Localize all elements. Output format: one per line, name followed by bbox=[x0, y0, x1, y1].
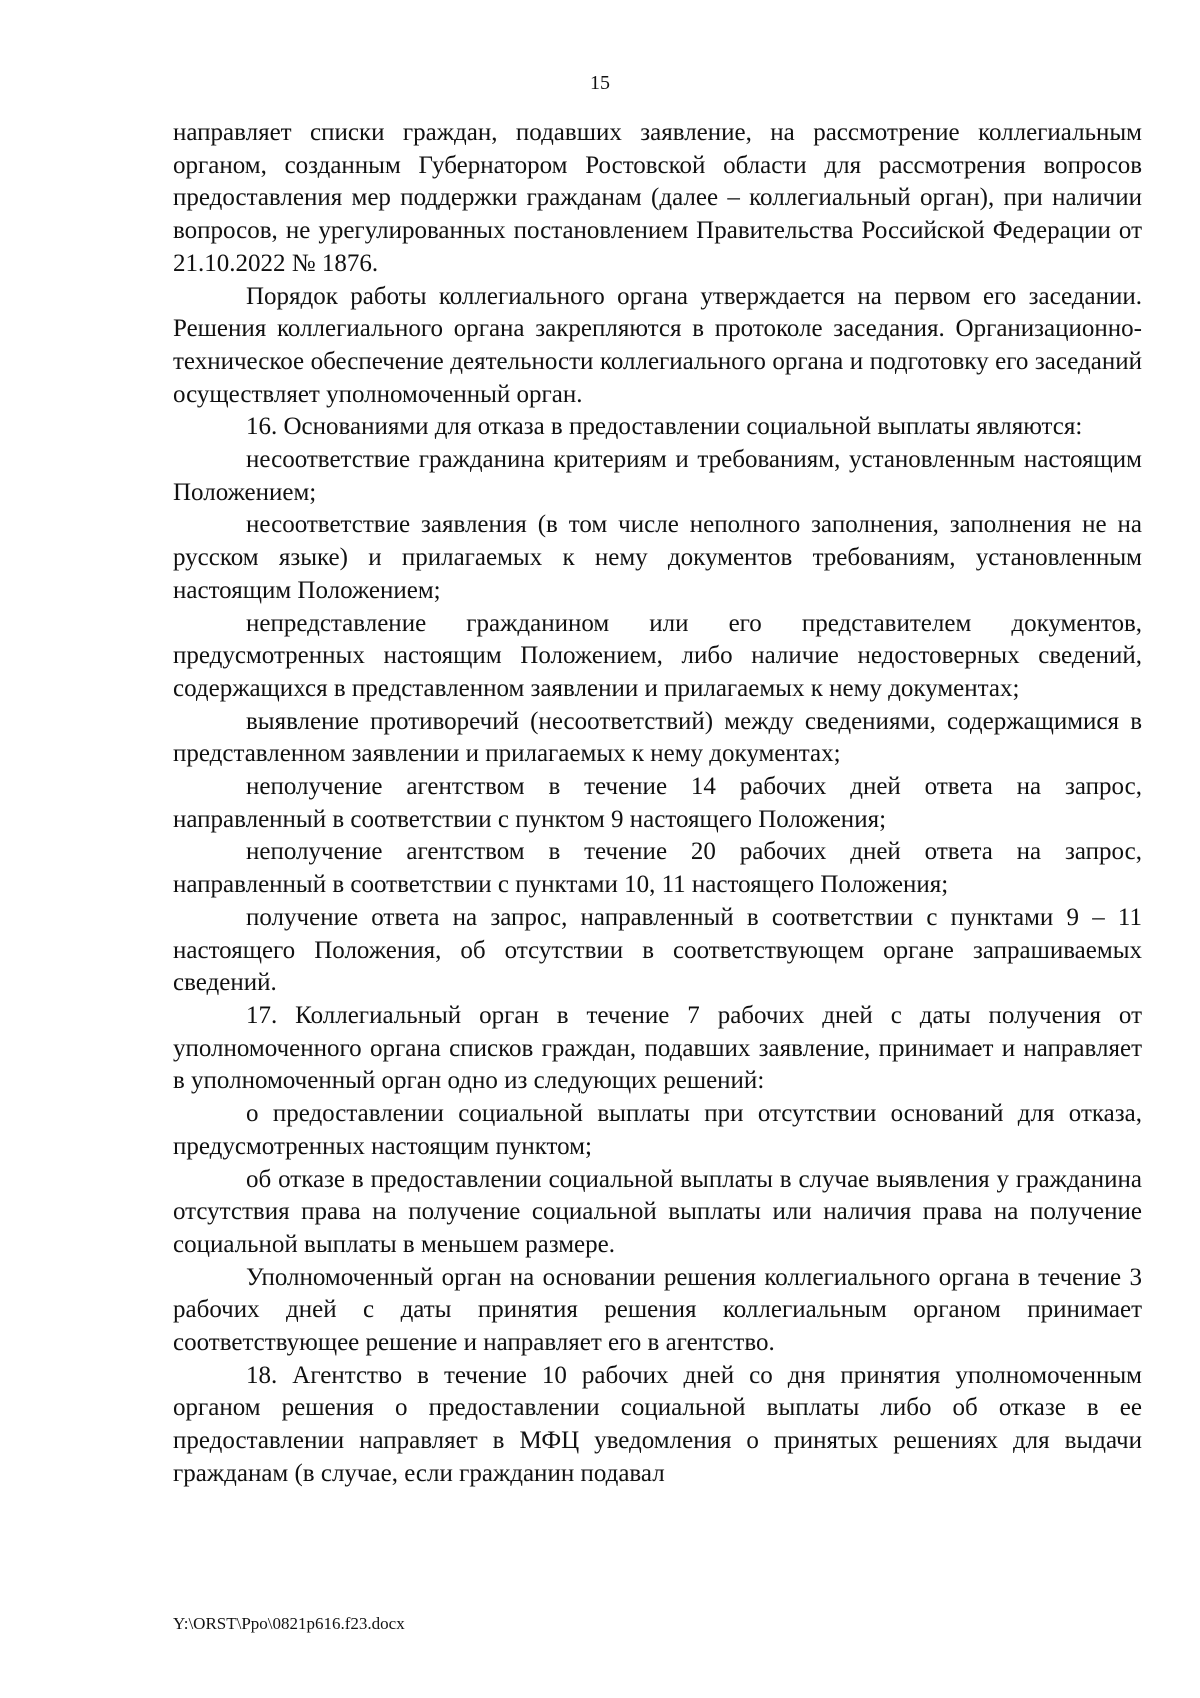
paragraph-ground-contradictions: выявление противоречий (несоответствий) между сведениями, содержащимися в представленном заявлении и прилагаемых к нему документах; bbox=[173, 707, 1142, 768]
paragraph-ground-application: несоответствие заявления (в том числе неполного заполнения, заполнения не на русском языке) и прилагаемых к нему документов требованиям, установленным настоящим Положением; bbox=[173, 511, 1142, 604]
paragraph-ground-documents: непредставление гражданином или его представителем документов, предусмотренных настоящим Положением, либо наличие недостоверных сведений, содержащихся в представленном заявлении и прилагаемых к нему документах; bbox=[173, 609, 1142, 702]
paragraph-18-agency: 18. Агентство в течение 10 рабочих дней со дня принятия уполномоченным органом решения о предоставлении социальной выплаты либо об отказе в ее предоставлении направляет в МФЦ уведомления о принятых решениях для выдачи гражданам (в случае, если гражданин подавал bbox=[173, 1361, 1142, 1487]
page-number: 15 bbox=[590, 72, 610, 94]
document-body bbox=[173, 117, 1142, 1491]
paragraph-16-grounds: 16. Основаниями для отказа в предоставлении социальной выплаты являются: bbox=[246, 413, 1083, 441]
paragraph-ground-20-days: неполучение агентством в течение 20 рабочих дней ответа на запрос, направленный в соответствии с пунктами 10, 11 настоящего Положения; bbox=[173, 838, 1142, 899]
paragraph-17-decision: 17. Коллегиальный орган в течение 7 рабочих дней с даты получения от уполномоченного органа списков граждан, подавших заявление, принимает и направляет в уполномоченный орган одно из следующих решений: bbox=[173, 1001, 1142, 1095]
paragraph-ground-criteria: несоответствие гражданина критериям и требованиям, установленным настоящим Положением; bbox=[173, 446, 1142, 506]
paragraph-collegial-lists: направляет списки граждан, подавших заявление, на рассмотрение коллегиальным органом, созданным Губернатором Ростовской области для рассмотрения вопросов предоставления мер поддержки гражданам (далее – коллегиальный орган), при наличии вопросов, не урегулированных постановлением Правительства Российской Федерации от 21.10.2022 № 1876. bbox=[173, 119, 1142, 277]
paragraph-decision-refuse: об отказе в предоставлении социальной выплаты в случае выявления у гражданина отсутствия права на получение социальной выплаты или наличия права на получение социальной выплаты в меньшем размере. bbox=[173, 1165, 1142, 1258]
paragraph-collegial-procedure: Порядок работы коллегиального органа утверждается на первом его заседании. Решения коллегиального органа закрепляются в протоколе заседания. Организационно-техническое обеспечение деятельности коллегиального органа и подготовку его заседаний осуществляет уполномоченный орган. bbox=[173, 282, 1142, 408]
paragraph-ground-14-days: неполучение агентством в течение 14 рабочих дней ответа на запрос, направленный в соответствии с пунктом 9 настоящего Положения; bbox=[173, 773, 1142, 833]
file-path-footer: Y:\ORST\Ppo\0821p616.f23.docx bbox=[173, 1614, 405, 1633]
paragraph-authorized-body: Уполномоченный орган на основании решения коллегиального органа в течение 3 рабочих дней с даты принятия решения коллегиальным органом принимает соответствующее решение и направляет его в агентство. bbox=[173, 1263, 1142, 1357]
paragraph-decision-grant: о предоставлении социальной выплаты при отсутствии оснований для отказа, предусмотренных настоящим пунктом; bbox=[173, 1100, 1142, 1160]
paragraph-ground-absent-info: получение ответа на запрос, направленный в соответствии с пунктами 9 – 11 настоящего Положения, об отсутствии в соответствующем органе запрашиваемых сведений. bbox=[173, 903, 1142, 997]
